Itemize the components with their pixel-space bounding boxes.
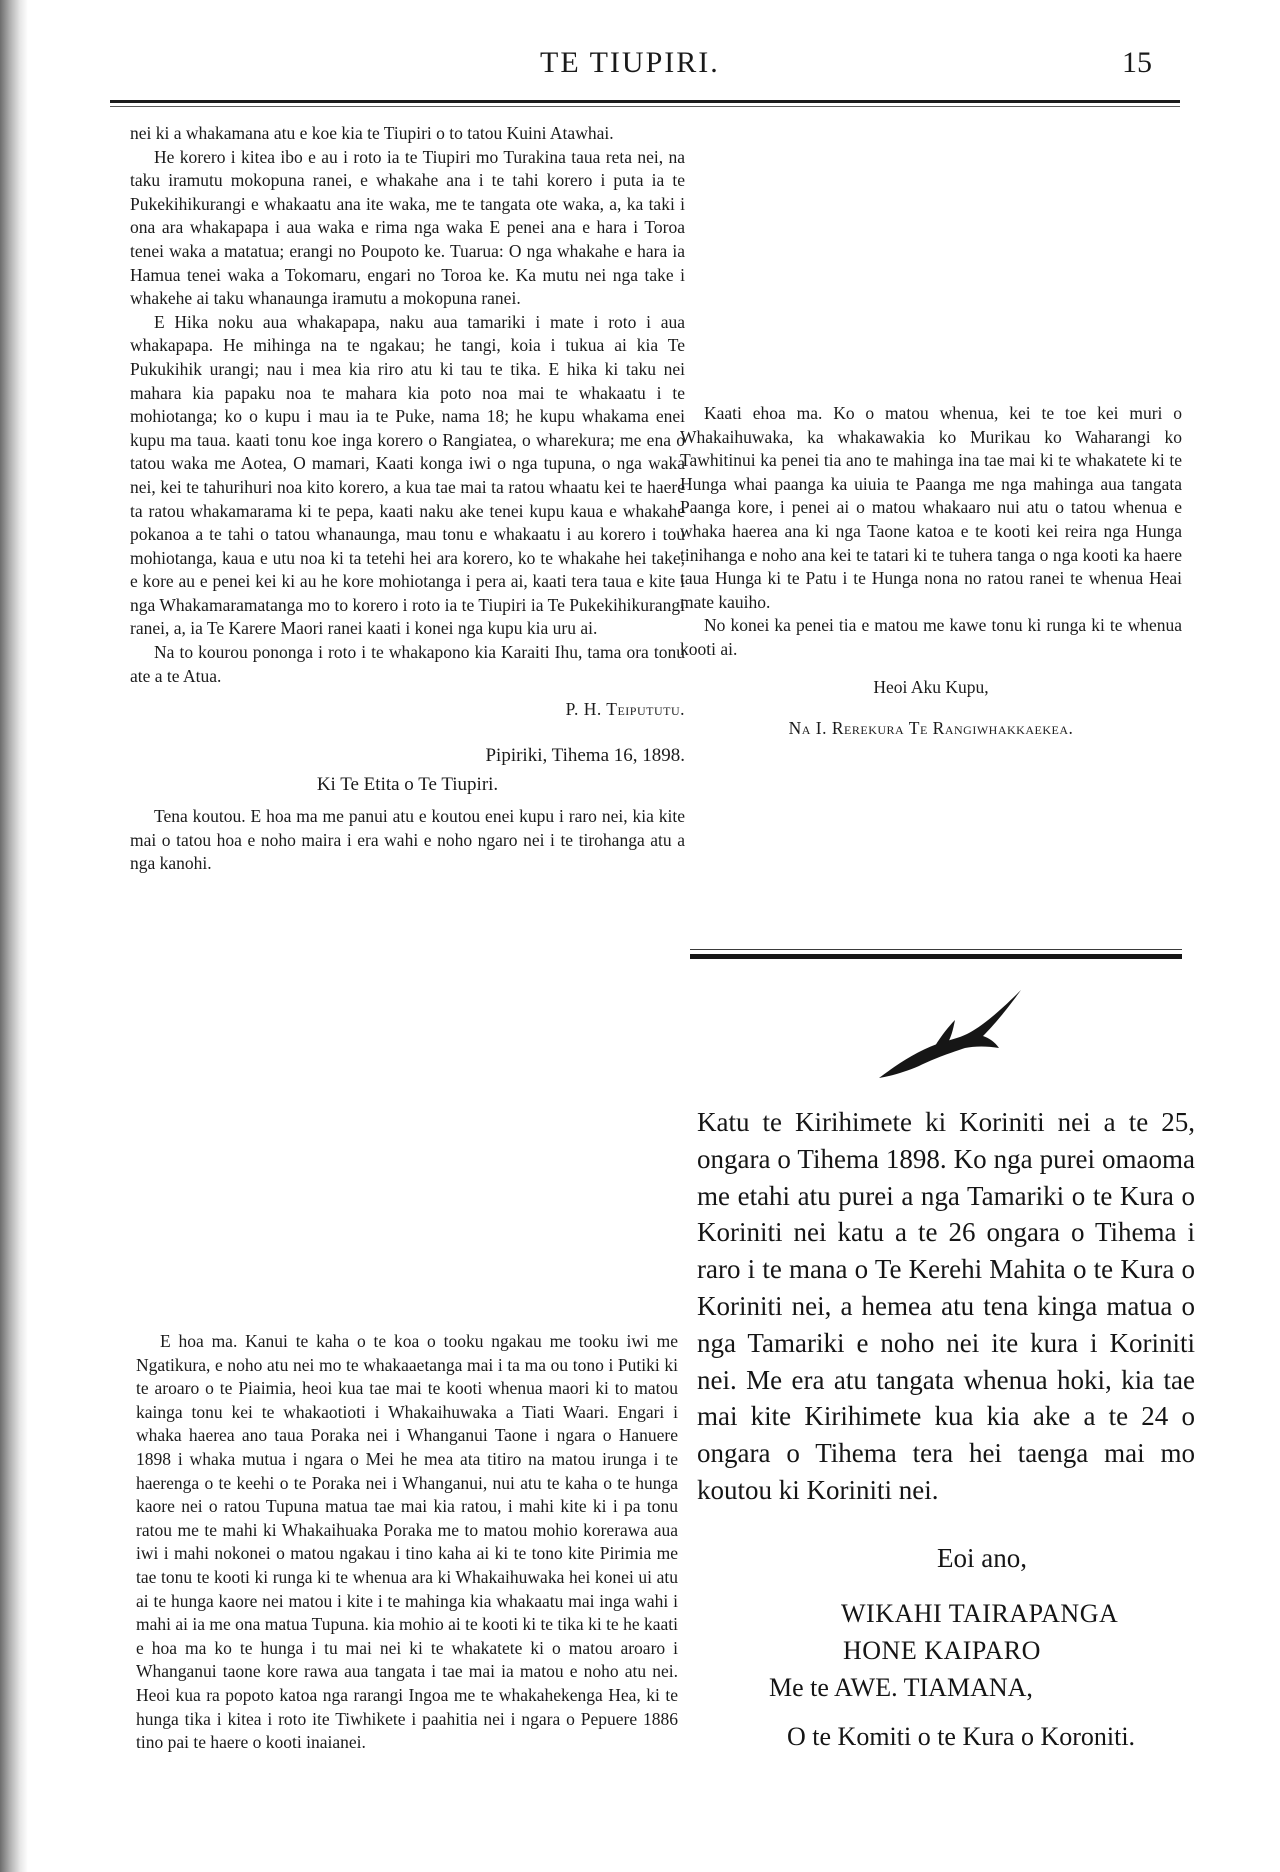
letter-salutation: Ki Te Etita o Te Tiupiri. [316, 774, 499, 796]
article-signature: P. H. Teipututu. [565, 699, 685, 720]
signatory-name: HONE KAIPARO [843, 1636, 1041, 1665]
article-paragraph: E Hika noku aua whakapapa, naku aua tamariki i mate i roto i aua whakapapa. He mihinga na te ngakau; he tangi, koia i tukua ai kia Te Pukukihik urangi; nau i mea kia riro atu ki tau te tika. E hika ki taku nei mahara kia papaku noa te mahara kia poto noa mai te whakaatu i te mohiotanga; ko o kupu i mau ia te Puke, nama 18; he kupu whakama enei kupu ma taua. kaati tonu koe inga korero o Rangiatea, o wharekura; me ena o tatou waka me Aotea, O mamari, Kaati konga iwi o nga tupuna, o nga waka nei, kei te tahurihuri noa kito korero, a kua tae mai ta ratou whaatu kei te haere ta ratou whakamarama ki te pepa, kaati naku ake tenei kupu kaua e whakahe pokanoa a te tahi o tatou whanaunga, mau tonu e whakaatu i au korero i tou mohiotanga, kaua e utu noa ki ta tetehi hei ara korero, ko te whakahe hei take, e kore au e penei kei ki au he kore mohiotanga i pera ai, kaati tera taua e kite i nga Whakamaramatanga mo to korero i roto ia te Tiupiri ia Te Pukekihikurangi ranei, a, ia Te Karere Maori ranei kaati i konei nga kupu kia uru ai. [130, 311, 685, 639]
letter-signature: Na I. Rerekura Te Rangiwhakkaekea. [788, 718, 1074, 739]
page-spine-shadow [0, 0, 28, 1872]
letter-dateline: Pipiriki, Tihema 16, 1898. [485, 744, 685, 766]
header-rule [110, 100, 1180, 103]
article-paragraph: Na to kourou pononga i roto i te whakapono kia Karaiti Ihu, tama ora tonu ate a te Atua. [130, 642, 685, 686]
signatory-name: Me te AWE. TIAMANA, [769, 1673, 1033, 1702]
letter-paragraph: No konei ka penei tia e matou me kawe tonu ki runga ki te whenua kooti ai. [680, 615, 1182, 659]
signatory-name: WIKAHI TAIRAPANGA [841, 1599, 1119, 1628]
swallow-icon [875, 986, 1025, 1082]
section-divider-rule [690, 954, 1182, 959]
article-paragraph: nei ki a whakamana atu e koe kia te Tiupiri o to tatou Kuini Atawhai. [130, 123, 614, 143]
christmas-notice [697, 1104, 1195, 1509]
letter-closing: Heoi Aku Kupu, [873, 676, 989, 697]
article-paragraph: He korero i kitea ibo e au i roto ia te Tiupiri mo Turakina taua reta nei, na taku iramutu mokopuna ranei, e whakahe ana i te tahi korero i puta ia te Pukekihikurangi e whakaatu ana ite waka, me te tangata ote waka, a, ka taki i ona ara whakapapa i aua waka e rima nga waka E penei ana e hara i Toroa tenei waka a matatua; erangi no Poupoto ke. Tuarua: O nga whakahe e hara ia Hamua tenei waka a Tokomaru, engari no Toroa ke. Ka mutu nei nga take i whakehe ai taku whanaunga iramutu a mokopuna ranei. [130, 146, 685, 309]
letter-paragraph: Kaati ehoa ma. Ko o matou whenua, kei te toe kei muri o Whakaihuwaka, ka whakawakia ko Murikau ko Waharangi ko Tawhitinui ka penei tia ano te mahinga ina tae mai ki te whakatete ki te Hunga whai paanga ka uiuia te Paanga me nga mahinga aua tangata Paanga kore, i penei ai o matou whakaaro nui atu o tatou whenua e whaka haerea ana ki nga Taone katoa e te kooti kei reira nga Hunga tinihanga e noho ana kei te tatari ki te tuhera tanga o nga kooti ka haere taua Hunga ki te Patu i te Hunga nona no ratou ranei te whenua Heai mate kauiho. [680, 403, 1182, 612]
notice-body: Katu te Kirihimete ki Koriniti nei a te 25, ongara o Tihema 1898. Ko nga purei omaoma me etahi atu purei a nga Tamariki o te Kura o Koriniti nei katu a te 26 ongara o Tihema i raro i te mana o Te Kerehi Mahita o te Kura o Koriniti nei, a hemea atu tena kinga matua o nga Tamariki e noho nei ite kura i Koriniti nei. Me era atu tangata whenua hoki, kia tae mai kite Kirihimete kua kia ake a te 24 o ongara o Tihema tera hei taenga mai mo koutou ki Koriniti nei. [697, 1107, 1195, 1505]
letter-paragraph: Tena koutou. E hoa ma me panui atu e koutou enei kupu i raro nei, kia kite mai o tatou hoa e noho maira i era wahi e noho ngaro nei i te tirohanga atu a nga kanohi. [130, 806, 685, 874]
notice-signoff [697, 1540, 1237, 1755]
left-column-article [130, 122, 685, 876]
letter-paragraph: E hoa ma. Kanui te kaha o te koa o tooku ngakau me tooku iwi me Ngatikura, e noho atu nei mo te whakaaetanga mai i ta ma ou tono i Putiki ki te aroaro o te Piaimia, heoi kua tae mai te kooti whenua maori ki to matou kainga tonu kei te whakaotioti i Whakaihuwaka a Tiati Waari. Engari i whaka haerea ano taua Poraka nei i Whanganui Taone i ngara o Hanuere 1898 i whaka mutua i ngara o Mei he mea ata titiro na matou irunga i te haerenga o te keehi o te Poraka nei i Whanganui, nui atu te kaha o te hunga kaore nei o ratou Tupuna matua tae mai kia ratou, i mahi kite ki i pa tonu ratou me te mahi ki Whakaihuaka Poraka me to matou mohio korerawa aua iwi i mahi nokonei o matou ngakau i tino kaha ai ki te tono kite Pirimia me tae tonu te kooti ki runga ki te whenua ara ki Whakaihuwaka hei konei ui atu ai te hunga kaore nei matou i kite i te mahinga kia whakaatu mai inga wahi i mahi ai ia me ona matua Tupuna. kia mohio ai te kooti ki te tika ki te he kaati e hoa ma ko te hunga i tu mai nei ki te whakatete ki o matou aroaro i Whanganui taone kore rawa aua tangata i tae mai ia matou e noho atu nei. Heoi kua ra popoto katoa nga rarangi Ingoa me te whakahekenga Hea, ki te hunga tika i kitea i roto ite Tiwhikete i paahitia nei i ngara o Pepuere 1886 tino pai te haere o kooti inaianei. [136, 1331, 678, 1753]
letter-body-continued [136, 1330, 678, 1756]
running-title: TE TIUPIRI. [540, 46, 720, 79]
committee-line: O te Komiti o te Kura o Koroniti. [787, 1722, 1136, 1751]
page-number: 15 [1122, 46, 1152, 79]
notice-closing: Eoi ano, [937, 1543, 1027, 1573]
right-column-letter [680, 118, 1182, 741]
